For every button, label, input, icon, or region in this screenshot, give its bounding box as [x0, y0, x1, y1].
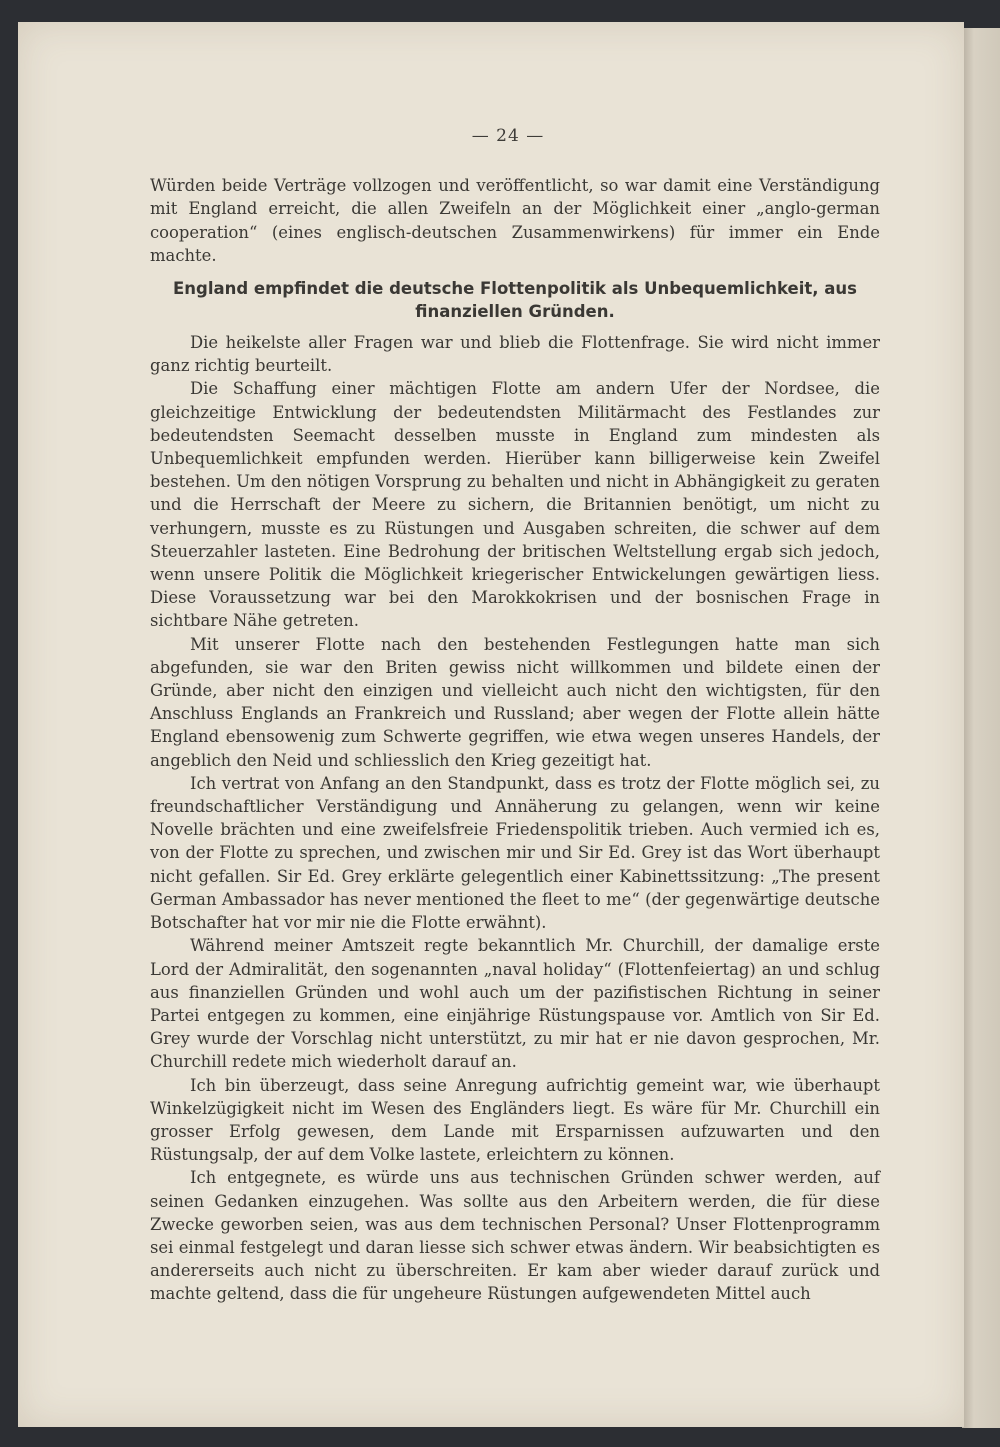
- page-number: — 24 —: [471, 126, 545, 146]
- paragraph-5: Während meiner Amtszeit regte bekanntlich Mr. Churchill, der damalige erste Lord der Admiralität, den sogenannten „naval holiday“ (Flottenfeiertag) an und schlug aus finanziellen Gründen und wohl auch um der pazifistischen Richtung in seiner Partei entgegen zu kommen, eine einjährige Rüstungspause vor. Amtlich von Sir Ed. Grey wurde der Vorschlag nicht unterstützt, zu mir hat er nie davon gesprochen, Mr. Churchill redete mich wiederholt darauf an.: [150, 936, 880, 1072]
- paragraph-3: Mit unserer Flotte nach den bestehenden Festlegungen hatte man sich abgefunden, sie war den Briten gewiss nicht willkommen und bildete einen der Gründe, aber nicht den einzigen und vielleicht auch nicht den wichtigsten, für den Anschluss Englands an Frankreich und Russland; aber wegen der Flotte allein hätte England ebensowenig zum Schwerte gegriffen, wie etwa wegen unseres Handels, der angeblich den Neid und schliesslich den Krieg gezeitigt hat.: [150, 634, 880, 770]
- paragraph-7: Ich entgegnete, es würde uns aus technischen Gründen schwer werden, auf seinen Gedanken einzugehen. Was sollte aus den Arbeitern werden, die für diese Zwecke geworben seien, was aus dem technischen Personal? Unser Flottenprogramm sei einmal festgelegt und daran liesse sich schwer etwas ändern. Wir beabsichtigten es andererseits auch nicht zu überschreiten. Er kam aber wieder darauf zurück und machte geltend, dass die für ungeheure Rüstungen aufgewendeten Mittel auch: [150, 1168, 880, 1304]
- paragraph-1: Die heikelste aller Fragen war und blieb die Flottenfrage. Sie wird nicht immer ganz richtig beurteilt.: [150, 333, 880, 376]
- paragraph-2: Die Schaffung einer mächtigen Flotte am andern Ufer der Nordsee, die gleichzeitige Entwicklung der bedeutendsten Militärmacht des Festlandes zur bedeutendsten Seemacht desselben musste in England zum mindesten als Unbequemlichkeit empfunden werden. Hierüber kann billigerweise kein Zweifel bestehen. Um den nötigen Vorsprung zu behalten und nicht in Abhängigkeit zu geraten und die Herrschaft der Meere zu sichern, die Britannien benötigt, um nicht zu verhungern, musste es zu Rüstungen und Ausgaben schreiten, die schwer auf dem Steuerzahler lasteten. Eine Bedrohung der britischen Weltstellung ergab sich jedoch, wenn unsere Politik die Möglichkeit kriegerischer Entwickelungen gewärtigen liess. Diese Voraussetzung war bei den Marokkokrisen und der bosnischen Frage in sichtbare Nähe getreten.: [150, 379, 880, 631]
- paragraph-6: Ich bin überzeugt, dass seine Anregung aufrichtig gemeint war, wie überhaupt Winkelzügigkeit nicht im Wesen des Engländers liegt. Es wäre für Mr. Churchill ein grosser Erfolg gewesen, dem Lande mit Ersparnissen aufzuwarten und den Rüstungsalp, der auf dem Volke lastete, erleichtern zu können.: [150, 1075, 880, 1165]
- page-text: [150, 125, 880, 1306]
- next-page-edge: [962, 28, 1000, 1428]
- intro-paragraph: Würden beide Verträge vollzogen und veröffentlicht, so war damit eine Verständigung mit England erreicht, die allen Zweifeln an der Möglichkeit einer „anglo-german cooperation“ (eines englisch-deutschen Zusammenwirkens) für immer ein Ende machte.: [150, 176, 880, 265]
- paragraph-4: Ich vertrat von Anfang an den Standpunkt, dass es trotz der Flotte möglich sei, zu freundschaftlicher Verständigung und Annäherung zu gelangen, wenn wir keine Novelle brächten und eine zweifelsfreie Friedenspolitik trieben. Auch vermied ich es, von der Flotte zu sprechen, und zwischen mir und Sir Ed. Grey ist das Wort überhaupt nicht gefallen. Sir Ed. Grey erklärte gelegentlich einer Kabinettssitzung: „The present German Ambassador has never mentioned the fleet to me“ (der gegenwärtige deutsche Botschafter hat vor mir nie die Flotte erwähnt).: [150, 773, 880, 933]
- section-heading: England empfindet die deutsche Flottenpolitik als Unbequemlichkeit, aus finanziellen Gründen.: [172, 279, 857, 322]
